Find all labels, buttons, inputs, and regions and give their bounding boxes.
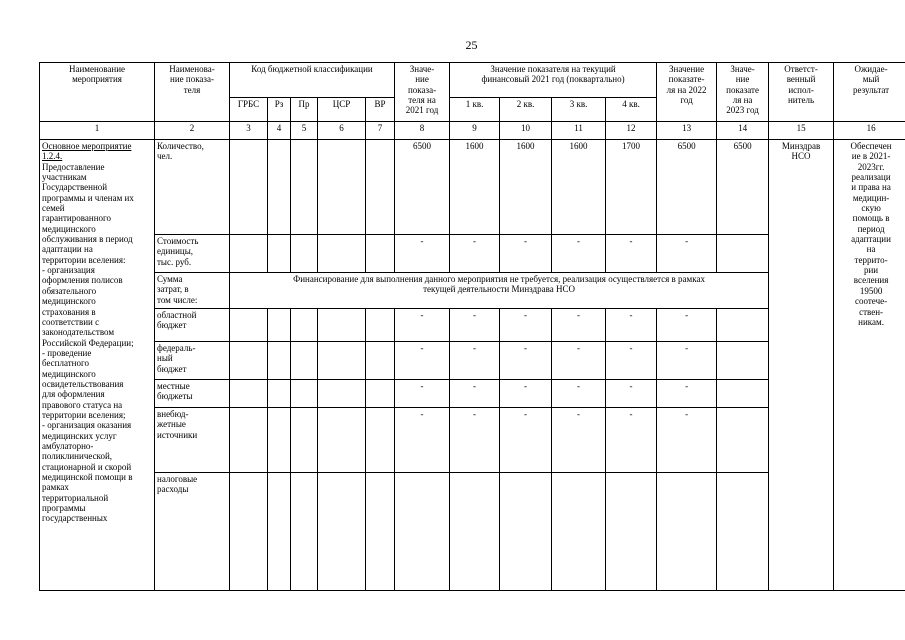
empty-cell (291, 309, 318, 342)
q4-cell: - (606, 309, 657, 342)
q1-cell (450, 473, 500, 591)
q2-cell: - (500, 380, 552, 408)
q4-cell (606, 473, 657, 591)
column-number: 14 (717, 122, 769, 140)
table-row (40, 140, 905, 235)
empty-cell (318, 380, 366, 408)
value-2022-cell: - (657, 309, 717, 342)
empty-cell (318, 235, 366, 273)
expected-result-cell: Обеспечен ие в 2021- 2023гг. реализаци и права на медицин- скую помощь в период адаптации на террито- рии вселения 19500 соотече- ствен- никам. (834, 140, 905, 591)
empty-cell (366, 473, 395, 591)
q4-cell: - (606, 235, 657, 273)
empty-cell (291, 342, 318, 380)
header-budget-code: Код бюджетной классификации (230, 63, 395, 98)
empty-cell (366, 380, 395, 408)
empty-cell (291, 140, 318, 235)
indicator-cell: местные бюджеты (155, 380, 230, 408)
header-vr: ВР (366, 98, 395, 122)
header-expected-result: Ожидае- мый результат (834, 63, 905, 122)
q4-cell: - (606, 342, 657, 380)
empty-cell (268, 235, 291, 273)
q2-cell: - (500, 235, 552, 273)
value-2021-cell (395, 473, 450, 591)
empty-cell (291, 380, 318, 408)
column-number: 5 (291, 122, 318, 140)
q1-cell: - (450, 309, 500, 342)
value-2023-cell (717, 342, 769, 380)
column-number: 2 (155, 122, 230, 140)
value-2022-cell: - (657, 235, 717, 273)
empty-cell (318, 408, 366, 473)
activity-description: Основное мероприятие 1.2.4. Предоставление участникам Государственной программы и членам их семей гарантированного медицинского обслуживания в период адаптации на территории вселения: - организация оформления полисов обязательного медицинского страхования в соответствии с законодательством Российской Федерации; - проведение бесплатного медицинского освидетельствования для оформления правового статуса на территории вселения; - организация оказания медицинских услуг амбулаторно- поликлинической, стационарной и скорой медицинской помощи в рамках территориальной программы государственных (40, 140, 155, 591)
header-value-2022: Значение показате- ля на 2022 год (657, 63, 717, 122)
header-grbs: ГРБС (230, 98, 268, 122)
column-number: 8 (395, 122, 450, 140)
empty-cell (268, 140, 291, 235)
empty-cell (291, 408, 318, 473)
q3-cell: 1600 (552, 140, 606, 235)
q1-cell: 1600 (450, 140, 500, 235)
empty-cell (268, 380, 291, 408)
value-2021-cell: - (395, 235, 450, 273)
empty-cell (230, 473, 268, 591)
indicator-cell: федераль- ный бюджет (155, 342, 230, 380)
indicator-cell: областной бюджет (155, 309, 230, 342)
header-row-1 (40, 63, 905, 98)
header-pr: Пр (291, 98, 318, 122)
column-number: 7 (366, 122, 395, 140)
executor-cell: Минздрав НСО (769, 140, 834, 591)
q2-cell: - (500, 309, 552, 342)
column-number: 3 (230, 122, 268, 140)
header-indicator-name: Наименова- ние показа- теля (155, 63, 230, 122)
empty-cell (230, 140, 268, 235)
q1-cell: - (450, 342, 500, 380)
value-2022-cell: - (657, 380, 717, 408)
empty-cell (268, 473, 291, 591)
empty-cell (268, 408, 291, 473)
header-value-2023: Значе- ние показате ля на 2023 год (717, 63, 769, 122)
empty-cell (318, 309, 366, 342)
value-2023-cell (717, 235, 769, 273)
q2-cell (500, 473, 552, 591)
column-number: 6 (318, 122, 366, 140)
value-2021-cell: - (395, 380, 450, 408)
header-quarterly-values: Значение показателя на текущий финансовый 2021 год (поквартально) (450, 63, 657, 98)
q4-cell: 1700 (606, 140, 657, 235)
activity-table (39, 62, 905, 591)
empty-cell (230, 408, 268, 473)
header-value-2021: Значе- ние показа- теля на 2021 год (395, 63, 450, 122)
column-number: 9 (450, 122, 500, 140)
value-2023-cell: 6500 (717, 140, 769, 235)
empty-cell (230, 309, 268, 342)
header-q4: 4 кв. (606, 98, 657, 122)
value-2021-cell: - (395, 342, 450, 380)
value-2023-cell (717, 408, 769, 473)
header-executor: Ответст- венный испол- нитель (769, 63, 834, 122)
indicator-cell: внебюд- жетные источники (155, 408, 230, 473)
q4-cell: - (606, 380, 657, 408)
column-number: 10 (500, 122, 552, 140)
indicator-cell: Стоимость единицы, тыс. руб. (155, 235, 230, 273)
column-number: 12 (606, 122, 657, 140)
empty-cell (291, 473, 318, 591)
value-2022-cell: - (657, 408, 717, 473)
value-2021-cell: 6500 (395, 140, 450, 235)
q1-cell: - (450, 380, 500, 408)
financing-note: Финансирование для выполнения данного мероприятия не требуется, реализация осуществляется в рамках текущей деятельности Минздрава НСО (230, 273, 769, 309)
empty-cell (366, 309, 395, 342)
value-2022-cell (657, 473, 717, 591)
page-number: 25 (465, 38, 478, 52)
value-2022-cell: 6500 (657, 140, 717, 235)
q3-cell: - (552, 309, 606, 342)
empty-cell (366, 408, 395, 473)
q1-cell: - (450, 408, 500, 473)
q2-cell: - (500, 342, 552, 380)
empty-cell (230, 380, 268, 408)
empty-cell (268, 342, 291, 380)
column-number: 1 (40, 122, 155, 140)
value-2021-cell: - (395, 408, 450, 473)
q4-cell: - (606, 408, 657, 473)
empty-cell (291, 235, 318, 273)
empty-cell (230, 235, 268, 273)
empty-cell (318, 473, 366, 591)
header-csr: ЦСР (318, 98, 366, 122)
value-2023-cell (717, 380, 769, 408)
empty-cell (230, 342, 268, 380)
column-number: 16 (834, 122, 905, 140)
column-number: 11 (552, 122, 606, 140)
header-q2: 2 кв. (500, 98, 552, 122)
header-q3: 3 кв. (552, 98, 606, 122)
header-activity-name: Наименование мероприятия (40, 63, 155, 122)
q3-cell: - (552, 342, 606, 380)
value-2021-cell: - (395, 309, 450, 342)
indicator-cell: Сумма затрат, в том числе: (155, 273, 230, 309)
q3-cell: - (552, 235, 606, 273)
empty-cell (318, 140, 366, 235)
value-2023-cell (717, 473, 769, 591)
empty-cell (268, 309, 291, 342)
q3-cell: - (552, 380, 606, 408)
column-number-row (40, 122, 905, 140)
q3-cell (552, 473, 606, 591)
header-rz: Рз (268, 98, 291, 122)
column-number: 15 (769, 122, 834, 140)
indicator-cell: Количество, чел. (155, 140, 230, 235)
indicator-cell: налоговые расходы (155, 473, 230, 591)
column-number: 4 (268, 122, 291, 140)
empty-cell (318, 342, 366, 380)
value-2022-cell: - (657, 342, 717, 380)
column-number: 13 (657, 122, 717, 140)
value-2023-cell (717, 309, 769, 342)
q2-cell: - (500, 408, 552, 473)
empty-cell (366, 140, 395, 235)
q1-cell: - (450, 235, 500, 273)
empty-cell (366, 342, 395, 380)
empty-cell (366, 235, 395, 273)
q3-cell: - (552, 408, 606, 473)
header-q1: 1 кв. (450, 98, 500, 122)
q2-cell: 1600 (500, 140, 552, 235)
